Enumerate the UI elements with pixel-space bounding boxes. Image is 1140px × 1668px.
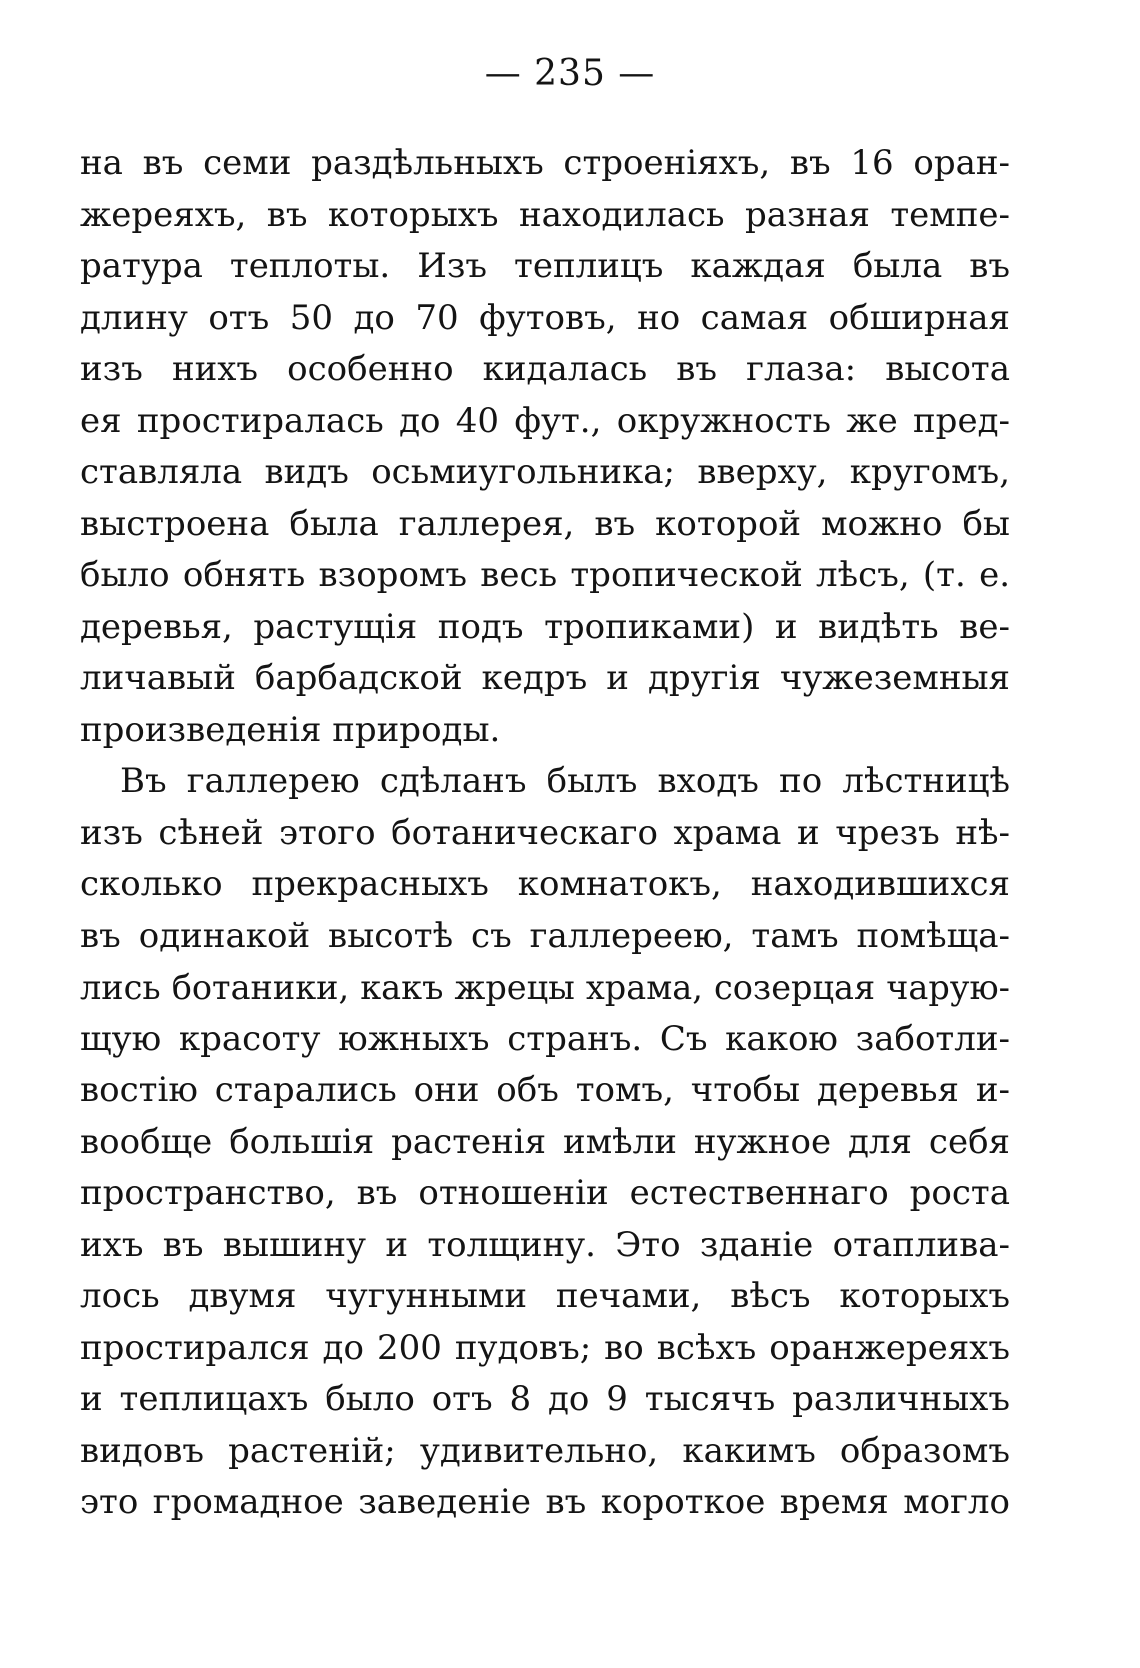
text-line: сколько прекрасныхъ комнатокъ, находившихся <box>80 864 1010 904</box>
text-line: длину отъ 50 до 70 футовъ, но самая обширная <box>80 297 1010 338</box>
page-number: — 235 — <box>484 53 656 94</box>
text-line: видовъ растеній; удивительно, какимъ образомъ <box>80 1430 1010 1471</box>
text-line: пространство, въ отношеніи естественнаго роста <box>80 1173 1010 1213</box>
body-text <box>80 138 1010 1529</box>
text-line: Въ галлерею сдѣланъ былъ входъ по лѣстницѣ <box>120 761 1010 801</box>
text-line: изъ нихъ особенно кидалась въ глаза: высота <box>80 349 1010 389</box>
paragraph-1 <box>80 138 1010 756</box>
text-line: въ одинакой высотѣ съ галлереею, тамъ помѣща- <box>80 915 1010 956</box>
text-line: простирался до 200 пудовъ; во всѣхъ оранжереяхъ <box>80 1327 1010 1368</box>
text-line: ихъ въ вышину и толщину. Это зданіе отаплива- <box>80 1224 1010 1265</box>
text-line: щую красоту южныхъ странъ. Съ какою заботли- <box>80 1018 1010 1059</box>
text-line: вообще большія растенія имѣли нужное для себя <box>80 1121 1010 1162</box>
paragraph-2 <box>80 756 1010 1529</box>
text-line: произведенія природы. <box>80 709 501 750</box>
text-line: ставляла видъ осьмиугольника; вверху, кругомъ, <box>80 452 1010 492</box>
text-line: деревья, растущія подъ тропиками) и видѣть ве- <box>80 606 1010 647</box>
text-line: ратура теплоты. Изъ теплицъ каждая была въ <box>80 246 1010 286</box>
text-line: изъ сѣней этого ботаническаго храма и чрезъ нѣ- <box>80 812 1010 853</box>
text-line: это громадное заведеніе въ короткое время могло <box>80 1482 1010 1522</box>
text-line: лось двумя чугунными печами, вѣсъ которыхъ <box>80 1276 1010 1316</box>
text-line: выстроена была галлерея, въ которой можно бы <box>80 503 1010 544</box>
text-line: востію старались они объ томъ, чтобы деревья и- <box>80 1070 1010 1110</box>
text-line: лись ботаники, какъ жрецы храма, созерцая чарую- <box>80 968 1010 1007</box>
text-line: было обнять взоромъ весь тропической лѣсъ, (т. е. <box>80 555 1010 595</box>
text-line: личавый барбадской кедръ и другія чужеземныя <box>80 658 1010 698</box>
text-line: ея простиралась до 40 фут., окружность же пред- <box>80 400 1010 441</box>
text-line: и теплицахъ было отъ 8 до 9 тысячъ различныхъ <box>80 1379 1010 1419</box>
text-line: жереяхъ, въ которыхъ находилась разная темпе- <box>80 194 1010 235</box>
text-line: на въ семи раздѣльныхъ строеніяхъ, въ 16 оран- <box>80 143 1010 183</box>
